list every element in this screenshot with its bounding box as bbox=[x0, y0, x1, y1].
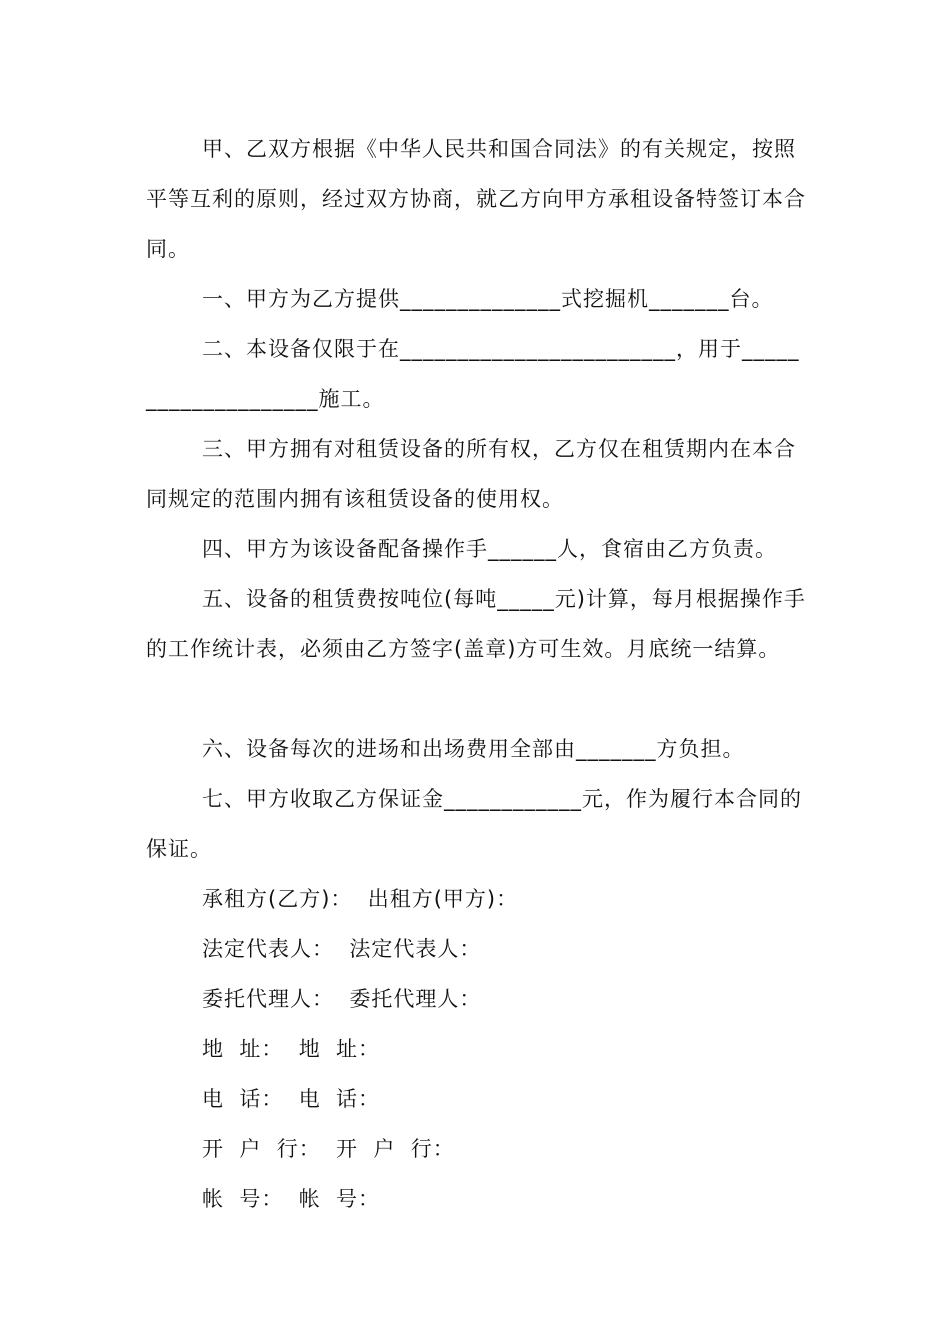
signature-legal-rep: 法定代表人： 法定代表人： bbox=[202, 937, 482, 961]
clause-4: 四、甲方为该设备配备操作手______人，食宿由乙方负责。 bbox=[202, 537, 777, 561]
signature-account: 帐 号： 帐 号： bbox=[202, 1187, 381, 1211]
clause-3: 三、甲方拥有对租赁设备的所有权，乙方仅在租赁期内在本合同规定的范围内拥有该租赁设备的使用权。 bbox=[146, 437, 796, 511]
clause-2: 二、本设备仅限于在________________________，用于____________________施工。 bbox=[146, 337, 800, 411]
signature-agent: 委托代理人： 委托代理人： bbox=[202, 987, 482, 1011]
signature-bank: 开 户 行： 开 户 行： bbox=[202, 1137, 455, 1161]
clause-5: 五、设备的租赁费按吨位(每吨_____元)计算，每月根据操作手的工作统计表，必须由乙方签字(盖章)方可生效。月底统一结算。 bbox=[146, 587, 806, 661]
signature-address: 地 址： 地 址： bbox=[202, 1037, 381, 1061]
intro-paragraph: 甲、乙双方根据《中华人民共和国合同法》的有关规定，按照平等互利的原则，经过双方协商，就乙方向甲方承租设备特签订本合同。 bbox=[146, 137, 806, 261]
clause-6: 六、设备每次的进场和出场费用全部由_______方负担。 bbox=[202, 737, 745, 761]
signature-phone: 电 话： 电 话： bbox=[202, 1087, 381, 1111]
clause-7: 七、甲方收取乙方保证金____________元，作为履行本合同的保证。 bbox=[146, 787, 802, 861]
signature-parties: 承租方(乙方)： 出租方(甲方)： bbox=[202, 887, 519, 911]
clause-1: 一、甲方为乙方提供______________式挖掘机_______台。 bbox=[202, 287, 774, 311]
